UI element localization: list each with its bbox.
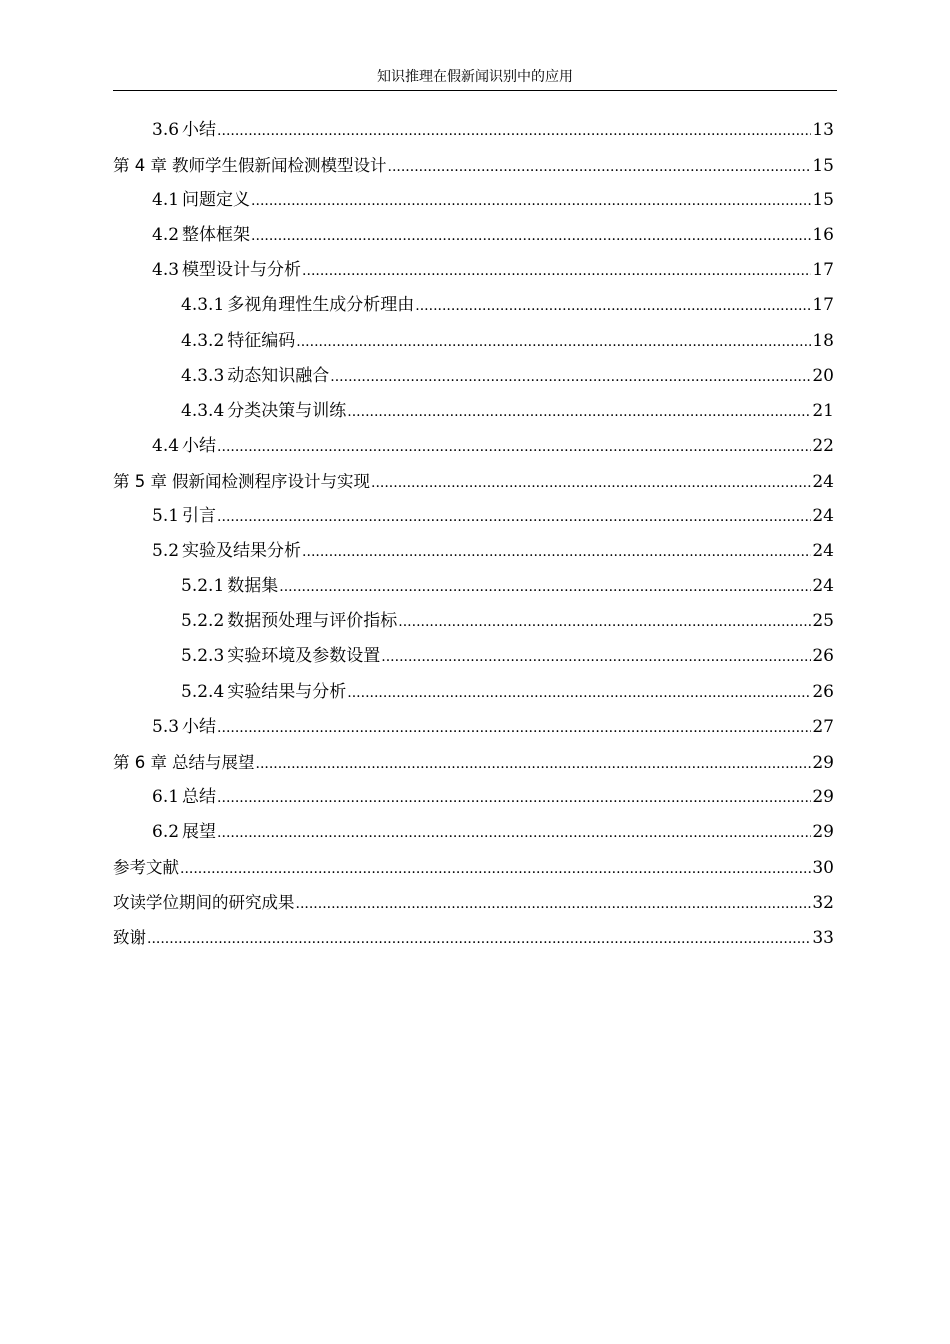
toc-entry[interactable] — [113, 745, 834, 780]
toc-entry-page: 29 — [812, 821, 834, 842]
toc-entry-page: 21 — [812, 400, 834, 421]
toc-entry-title: 问题定义 — [182, 190, 251, 211]
toc-entry[interactable] — [113, 499, 834, 534]
toc-entry-number: 4.3.1 — [181, 295, 225, 316]
toc-entry-number: 第 6 章 — [113, 752, 167, 772]
toc-entry-title: 模型设计与分析 — [182, 260, 302, 281]
toc-entry[interactable] — [113, 569, 834, 604]
toc-entry-page: 18 — [812, 330, 834, 351]
toc-entry[interactable] — [113, 288, 834, 323]
toc-entry-title: 数据集 — [227, 576, 279, 597]
dot-leader — [217, 710, 811, 746]
toc-entry[interactable] — [113, 183, 834, 218]
toc-entry-number: 5.3 — [152, 716, 180, 737]
dot-leader — [371, 465, 811, 501]
toc-entry[interactable] — [113, 885, 834, 920]
toc-entry-title: 特征编码 — [227, 330, 296, 351]
dot-leader — [296, 324, 811, 360]
toc-entry[interactable] — [113, 920, 834, 955]
dot-leader — [217, 780, 811, 816]
toc-entry-number: 6.1 — [152, 786, 180, 807]
toc-entry-number: 5.2.2 — [181, 611, 225, 632]
toc-entry-number: 5.2 — [152, 541, 180, 562]
dot-leader — [256, 746, 812, 782]
toc-entry[interactable] — [113, 113, 834, 148]
toc-entry-number: 4.3.3 — [181, 365, 225, 386]
toc-entry-page: 20 — [812, 365, 834, 386]
toc-entry-title: 参考文献 — [113, 857, 179, 877]
toc-entry[interactable] — [113, 359, 834, 394]
dot-leader — [398, 604, 811, 640]
dot-leader — [279, 569, 811, 605]
toc-entry-number: 第 5 章 — [113, 471, 167, 491]
toc-entry-title: 致谢 — [113, 928, 146, 948]
dot-leader — [217, 113, 811, 149]
dot-leader — [388, 149, 812, 185]
toc-entry-title: 假新闻检测程序设计与实现 — [172, 471, 370, 491]
toc-entry-title: 小结 — [182, 716, 217, 737]
toc-entry-number: 4.3.2 — [181, 330, 225, 351]
toc-entry-number: 3.6 — [152, 120, 180, 140]
toc-entry-number: 第 4 章 — [113, 156, 167, 176]
toc-entry-number: 5.2.4 — [181, 681, 225, 702]
toc-entry[interactable] — [113, 429, 834, 464]
dot-leader — [347, 394, 811, 430]
dot-leader — [217, 429, 811, 465]
dot-leader — [302, 534, 811, 570]
toc-entry[interactable] — [113, 815, 834, 850]
toc-entry-page: 25 — [812, 611, 834, 632]
toc-entry-title: 分类决策与训练 — [227, 400, 347, 421]
toc-entry-page: 32 — [812, 893, 834, 914]
toc-entry-page: 24 — [812, 506, 834, 527]
toc-entry-title: 展望 — [182, 821, 217, 842]
toc-entry-number: 4.4 — [152, 435, 180, 456]
toc-entry[interactable] — [113, 394, 834, 429]
toc-entry-page: 15 — [812, 156, 834, 177]
toc-entry-page: 26 — [812, 646, 834, 667]
dot-leader — [180, 851, 811, 887]
toc-entry-title: 动态知识融合 — [227, 365, 330, 386]
toc-entry-page: 30 — [812, 857, 834, 878]
toc-entry[interactable] — [113, 639, 834, 674]
toc-entry[interactable] — [113, 253, 834, 288]
toc-entry-page: 29 — [812, 786, 834, 807]
toc-entry[interactable] — [113, 710, 834, 745]
toc-entry-title: 引言 — [182, 506, 217, 527]
toc-entry-page: 13 — [812, 120, 834, 140]
toc-entry-number: 5.2.1 — [181, 576, 225, 597]
toc-entry-title: 数据预处理与评价指标 — [227, 611, 398, 632]
dot-leader — [251, 183, 811, 219]
toc-entry-number: 5.2.3 — [181, 646, 225, 667]
toc-entry-title: 多视角理性生成分析理由 — [227, 295, 415, 316]
dot-leader — [147, 921, 811, 957]
toc-entry[interactable] — [113, 464, 834, 499]
dot-leader — [296, 886, 812, 922]
toc-entry-page: 17 — [812, 295, 834, 316]
dot-leader — [217, 499, 811, 535]
toc-entry-number: 4.3.4 — [181, 400, 225, 421]
toc-entry-page: 17 — [812, 260, 834, 281]
toc-entry-title: 小结 — [182, 120, 217, 140]
toc-entry-number: 6.2 — [152, 821, 180, 842]
toc-entry-page: 22 — [812, 435, 834, 456]
toc-entry[interactable] — [113, 324, 834, 359]
toc-entry-number: 4.2 — [152, 225, 180, 246]
toc-entry-title: 总结 — [182, 786, 217, 807]
toc-entry-title: 教师学生假新闻检测模型设计 — [172, 156, 387, 176]
toc-entry[interactable] — [113, 604, 834, 639]
toc-entry[interactable] — [113, 780, 834, 815]
toc-entry-page: 24 — [812, 541, 834, 562]
running-header — [113, 66, 837, 91]
toc-entry-page: 27 — [812, 716, 834, 737]
running-header-title: 知识推理在假新闻识别中的应用 — [377, 69, 573, 85]
toc-entry-title: 实验及结果分析 — [182, 541, 302, 562]
toc-entry[interactable] — [113, 675, 834, 710]
toc-entry-title: 攻读学位期间的研究成果 — [113, 893, 295, 913]
toc-entry-page: 15 — [812, 190, 834, 211]
toc-entry[interactable] — [113, 148, 834, 183]
toc-entry-number: 4.3 — [152, 260, 180, 281]
toc-entry-page: 26 — [812, 681, 834, 702]
toc-entry-page: 16 — [812, 225, 834, 246]
toc-entry-title: 实验环境及参数设置 — [227, 646, 381, 667]
dot-leader — [217, 815, 811, 851]
table-of-contents — [113, 113, 834, 955]
dot-leader — [381, 639, 811, 675]
toc-entry-title: 总结与展望 — [172, 752, 255, 772]
dot-leader — [347, 675, 811, 711]
toc-entry[interactable] — [113, 850, 834, 885]
dot-leader — [415, 288, 811, 324]
toc-entry[interactable] — [113, 218, 834, 253]
toc-entry-title: 小结 — [182, 435, 217, 456]
toc-entry-number: 4.1 — [152, 190, 180, 211]
toc-entry-page: 33 — [812, 928, 834, 949]
dot-leader — [251, 218, 811, 254]
dot-leader — [330, 359, 811, 395]
toc-entry[interactable] — [113, 534, 834, 569]
toc-entry-page: 24 — [812, 471, 834, 492]
toc-entry-number: 5.1 — [152, 506, 180, 527]
toc-entry-page: 29 — [812, 752, 834, 773]
toc-entry-title: 实验结果与分析 — [227, 681, 347, 702]
dot-leader — [302, 253, 811, 289]
toc-entry-title: 整体框架 — [182, 225, 251, 246]
toc-entry-page: 24 — [812, 576, 834, 597]
